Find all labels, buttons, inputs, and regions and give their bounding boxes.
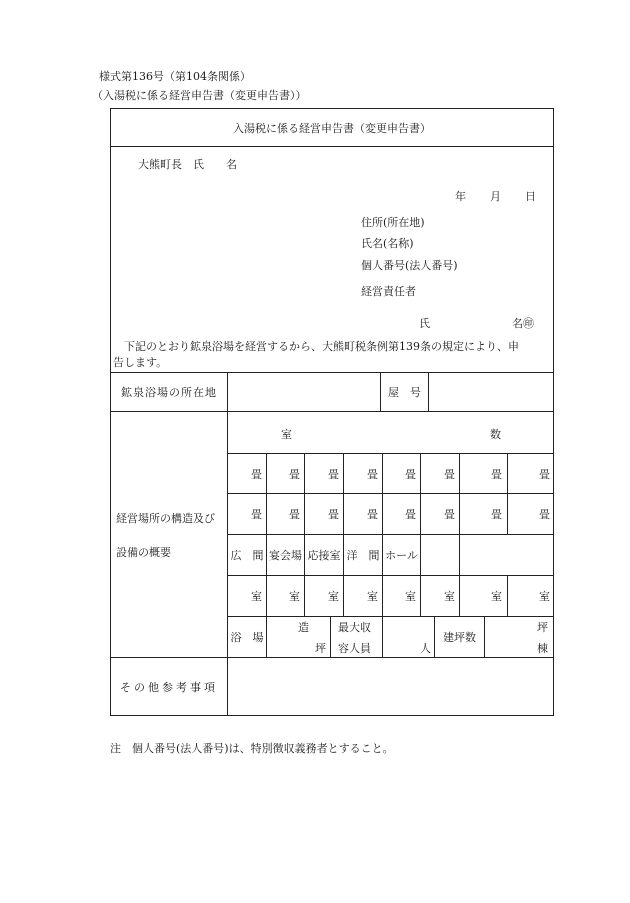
room-type-reception: 応接室 [307, 549, 341, 562]
applicant-address-label: 住所(所在地) [361, 216, 425, 229]
room-unit: 室 [539, 590, 550, 603]
tatami-unit: 畳 [367, 508, 378, 521]
tatami-unit: 畳 [251, 467, 262, 481]
location-label: 鉱泉浴場の所在地 [121, 386, 217, 399]
shop-name-field[interactable] [429, 373, 553, 411]
tatami-unit: 畳 [405, 508, 416, 521]
building-unit: 棟 [537, 642, 548, 655]
other-field[interactable] [228, 658, 553, 715]
tatami-unit: 畳 [251, 508, 262, 521]
tatami-unit: 畳 [444, 467, 455, 481]
tatami-unit: 畳 [539, 467, 550, 481]
room-type-western: 洋 間 [346, 549, 380, 562]
addressee: 大熊町長 氏 名 [138, 158, 237, 171]
room-type-banquet: 宴会場 [269, 549, 302, 562]
declaration-line-1: 下記のとおり鉱泉浴場を経営するから、大熊町税条例第139条の規定により、申 [124, 340, 519, 353]
capacity-label-line-1: 最大収 [338, 621, 371, 634]
tatami-unit: 畳 [289, 467, 300, 481]
form-title: 入湯税に係る経営申告書（変更申告書） [233, 121, 431, 135]
room-unit: 室 [289, 590, 300, 603]
applicant-id-label: 個人番号(法人番号) [361, 259, 458, 272]
person-unit: 人 [420, 642, 431, 655]
tatami-unit: 畳 [539, 508, 550, 521]
form-subtitle: （入湯税に係る経営申告書（変更申告書）） [92, 89, 307, 102]
rooms-header-right: 数 [490, 428, 501, 441]
bath-label: 浴 場 [230, 631, 264, 644]
tatami-unit: 畳 [405, 467, 416, 481]
building-tsubo-unit: 坪 [537, 621, 548, 634]
room-type-hiroma: 広 間 [230, 549, 264, 562]
tsubo-unit: 坪 [315, 642, 326, 655]
tatami-unit: 畳 [328, 508, 339, 521]
construction-label: 造 [298, 621, 309, 634]
room-type-hall: ホール [385, 549, 418, 562]
form-number: 様式第136号（第104条関係） [99, 70, 251, 83]
tatami-unit: 畳 [491, 467, 502, 481]
rooms-header-left: 室 [281, 428, 292, 441]
footnote: 注 個人番号(法人番号)は、特別徴収義務者とすること。 [110, 742, 394, 755]
room-unit: 室 [491, 590, 502, 603]
manager-name-suffix-seal: 名㊞ [512, 317, 534, 330]
room-unit: 室 [444, 590, 455, 603]
manager-label: 経営責任者 [361, 285, 416, 298]
building-area-label: 建坪数 [443, 631, 476, 644]
room-unit: 室 [328, 590, 339, 603]
applicant-name-label: 氏名(名称) [361, 237, 414, 250]
capacity-label-line-2: 容人員 [338, 642, 371, 655]
structure-label-line-1: 経営場所の構造及び [116, 512, 215, 525]
room-unit: 室 [367, 590, 378, 603]
tatami-unit: 畳 [367, 467, 378, 481]
location-field[interactable] [228, 373, 380, 411]
date-day: 日 [525, 190, 536, 203]
other-label: その他参考事項 [120, 680, 218, 694]
shop-name-label: 屋 号 [388, 386, 421, 399]
declaration-line-2: 告します。 [113, 356, 168, 369]
structure-label-line-2: 設備の概要 [116, 546, 171, 559]
date-year: 年 [455, 190, 466, 203]
room-unit: 室 [405, 590, 416, 603]
tatami-unit: 畳 [491, 508, 502, 521]
tatami-unit: 畳 [289, 508, 300, 521]
room-unit: 室 [251, 590, 262, 603]
tatami-unit: 畳 [328, 467, 339, 481]
manager-name-prefix: 氏 [419, 317, 430, 330]
tatami-unit: 畳 [444, 508, 455, 521]
date-month: 月 [490, 190, 501, 203]
